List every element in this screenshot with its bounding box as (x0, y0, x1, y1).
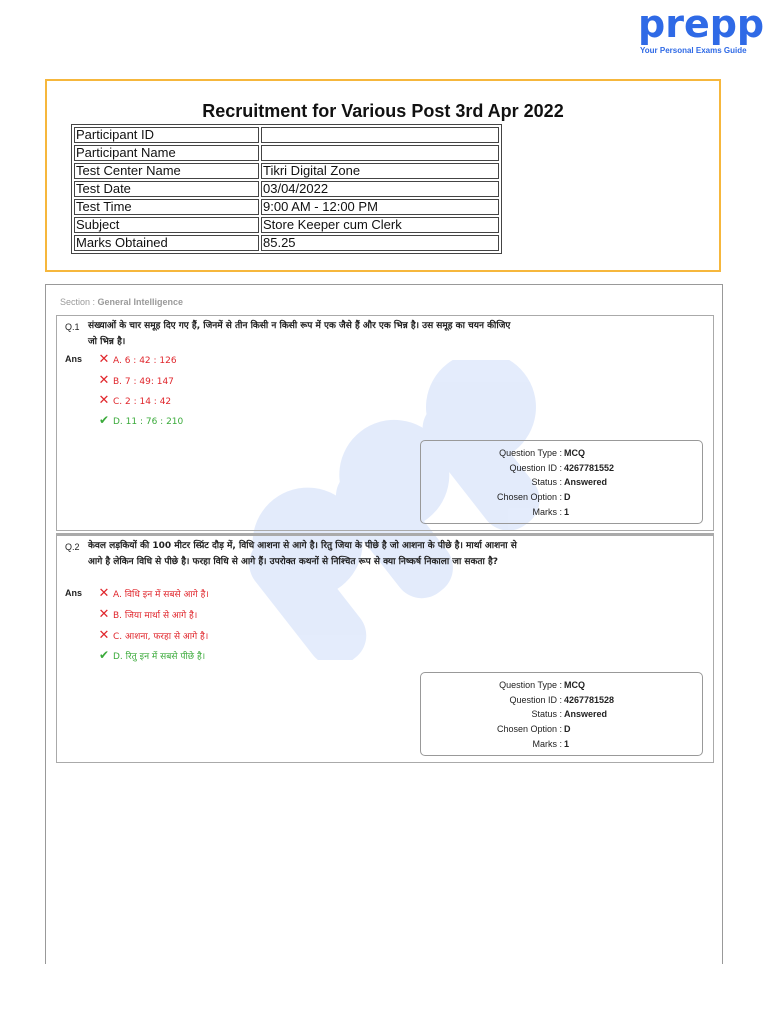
question-card (56, 533, 714, 763)
option-item-correct (97, 648, 205, 662)
option-text: C. आशना, फरहा से आगे है। (113, 632, 209, 642)
table-row (74, 163, 499, 179)
row-value: Store Keeper cum Clerk (261, 217, 499, 233)
row-label: Participant ID (74, 127, 259, 143)
participant-info-table (71, 124, 502, 254)
option-item-correct (97, 413, 183, 427)
row-value (261, 145, 499, 161)
question-card (56, 315, 714, 531)
question-meta-box: Question Type : MCQ Question ID : 4267781528 Status : Answered Chosen Option : D Marks : 1 (420, 672, 703, 756)
row-label: Subject (74, 217, 259, 233)
option-item (97, 586, 209, 601)
option-text: B. 7 : 49: 147 (113, 377, 174, 387)
option-item (97, 607, 197, 622)
check-mark-icon: ✔ (98, 413, 110, 427)
row-value: 03/04/2022 (261, 181, 499, 197)
answer-label: Ans (65, 588, 83, 598)
option-item (97, 373, 174, 388)
option-text: C. 2 : 14 : 42 (113, 397, 172, 407)
question-number: Q.1 (65, 322, 80, 332)
table-row (74, 145, 499, 161)
table-row (74, 181, 499, 197)
cross-mark-icon: ✕ (98, 586, 110, 601)
prepp-logo (638, 2, 765, 56)
option-text: D. रितु इन में सबसे पीछे है। (113, 652, 206, 662)
exam-title: Recruitment for Various Post 3rd Apr 2022 (202, 101, 564, 121)
option-text: A. विधि इन में सबसे आगे है। (113, 590, 209, 600)
row-value (261, 127, 499, 143)
table-row (74, 127, 499, 143)
section-label (60, 297, 183, 307)
section-prefix: Section : (60, 297, 98, 307)
table-row (74, 217, 499, 233)
logo-tagline: Your Personal Exams Guide (640, 46, 747, 55)
question-number: Q.2 (65, 542, 80, 552)
option-item (97, 628, 208, 643)
table-row (74, 235, 499, 251)
logo-wordmark: prepp (638, 2, 765, 46)
cross-mark-icon: ✕ (98, 373, 110, 388)
row-label: Test Time (74, 199, 259, 215)
question-meta-box: Question Type : MCQ Question ID : 4267781552 Status : Answered Chosen Option : D Marks : 1 (420, 440, 703, 524)
cross-mark-icon: ✕ (98, 628, 110, 643)
question-text: संख्याओं के चार समूह दिए गए हैं, जिनमें से तीन किसी न किसी रूप में एक जैसे हैं और एक भिन्न है। उस समूह का चयन कीजिए जो भिन्न है। (88, 321, 511, 347)
option-text: A. 6 : 42 : 126 (113, 356, 177, 366)
answer-label: Ans (65, 354, 83, 364)
option-item (97, 352, 177, 367)
option-text: B. जिया मार्था से आगे है। (113, 611, 198, 621)
option-text: D. 11 : 76 : 210 (113, 417, 184, 427)
row-label: Test Center Name (74, 163, 259, 179)
option-item (97, 393, 171, 408)
check-mark-icon: ✔ (98, 648, 110, 662)
row-label: Participant Name (74, 145, 259, 161)
exam-header-card (45, 79, 721, 272)
section-name: General Intelligence (97, 297, 184, 307)
cross-mark-icon: ✕ (98, 352, 110, 367)
row-value: Tikri Digital Zone (261, 163, 499, 179)
row-value: 85.25 (261, 235, 499, 251)
cross-mark-icon: ✕ (98, 607, 110, 622)
question-section-panel (45, 284, 723, 964)
question-text: केवल लड़कियों की 100 मीटर स्प्रिंट दौड़ में, विधि आशना से आगे है। रितु जिया के पीछे है जो आशना के पीछे है। मार्था आशना से आगे है लेकिन विधि से पीछे है। फरहा विधि से आगे हैं। उपरोक्त कथनों से निश्चित रूप से क्या निष्कर्ष निकाला जा सकता है? (88, 541, 517, 567)
row-value: 9:00 AM - 12:00 PM (261, 199, 499, 215)
cross-mark-icon: ✕ (98, 393, 110, 408)
row-label: Marks Obtained (74, 235, 259, 251)
row-label: Test Date (74, 181, 259, 197)
table-row (74, 199, 499, 215)
